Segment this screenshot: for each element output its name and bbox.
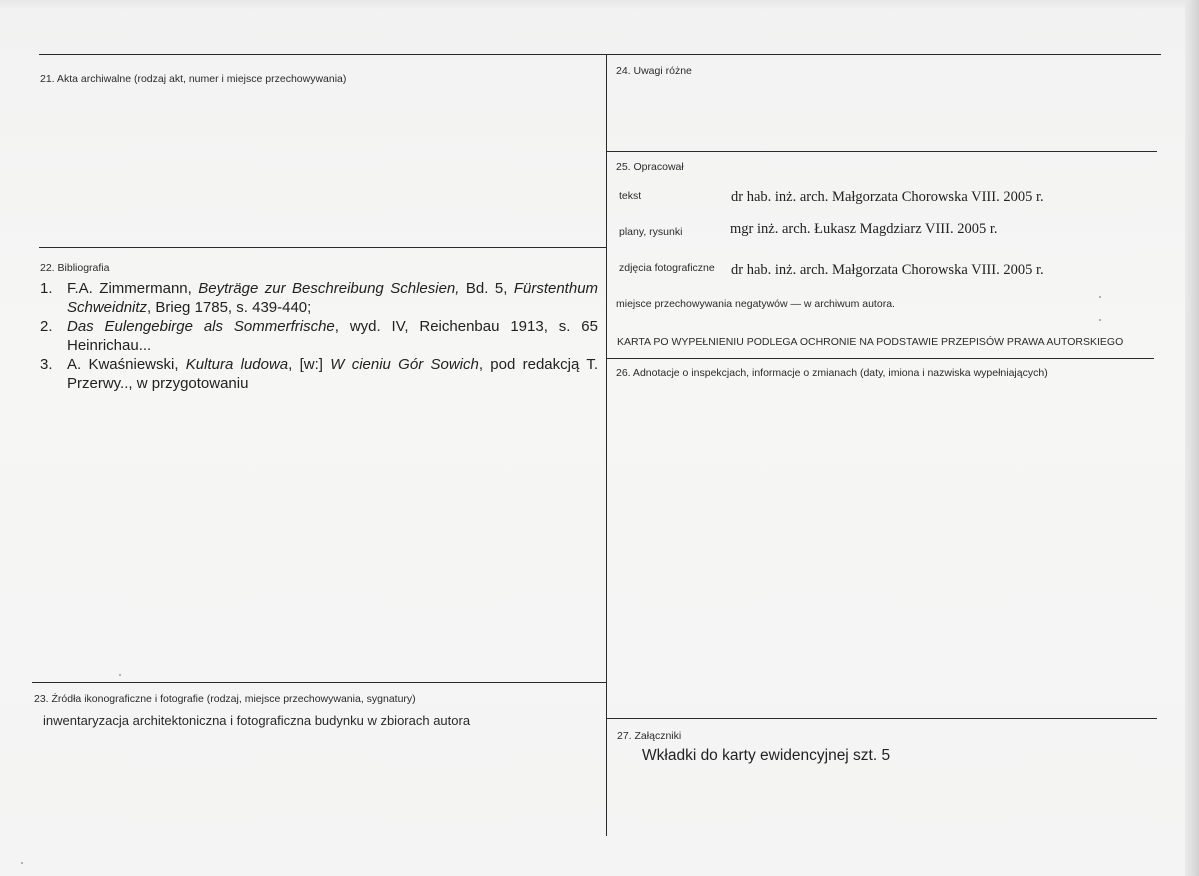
bibliography-item-text (67, 356, 598, 393)
bibliography-text-part: F.A. Zimmermann, (67, 280, 199, 297)
section-25-label: 25. Opracował (616, 161, 684, 173)
section-23-label: 23. Źródła ikonograficzne i fotografie (rodzaj, miejsce przechowywania, sygnatury) (34, 693, 416, 705)
rule-22-23 (32, 682, 606, 683)
rule-26-27 (606, 718, 1157, 719)
bibliography-item (40, 280, 598, 317)
bibliography-text-part: , Brieg 1785, s. 439-440; (147, 298, 312, 316)
bibliography-item-number: 1. (40, 280, 53, 297)
author-row-drawings-value: mgr inż. arch. Łukasz Magdziarz VIII. 2005 r. (730, 221, 998, 237)
section-22-label: 22. Bibliografia (40, 262, 110, 274)
section-27-value: Wkładki do karty ewidencyjnej szt. 5 (642, 747, 891, 764)
author-row-drawings-label: plany, rysunki (619, 226, 683, 238)
dust-speck (119, 674, 121, 676)
author-row-text-value: dr hab. inż. arch. Małgorzata Chorowska VIII. 2005 r. (731, 189, 1044, 205)
dust-speck (21, 862, 23, 864)
rule-25-26 (606, 358, 1154, 359)
bibliography-title-part: Fürstenthum Schweidnitz (67, 280, 599, 316)
bibliography-item (40, 356, 598, 393)
author-row-photos-value: dr hab. inż. arch. Małgorzata Chorowska VIII. 2005 r. (731, 262, 1044, 278)
bibliography-item (40, 318, 598, 355)
bibliography-text-part: , wyd. IV, Reichenbau 1913, s. 65 Heinrichau... (67, 318, 598, 354)
author-row-photos-label: zdjęcia fotograficzne (619, 262, 715, 274)
bibliography-item-text (67, 318, 598, 355)
rule-24-25 (606, 151, 1157, 152)
copyright-notice: KARTA PO WYPEŁNIENIU PODLEGA OCHRONIE NA PODSTAWIE PRZEPISÓW PRAWA AUTORSKIEGO (617, 336, 1124, 348)
bibliography-title-part: W cieniu Gór Sowich (330, 356, 479, 373)
bibliography-title-part: Das Eulengebirge als Sommerfrische (67, 318, 335, 335)
top-shadow (0, 0, 1199, 10)
bibliography-list (40, 280, 598, 394)
bibliography-text-part: A. Kwaśniewski, (67, 356, 186, 373)
section-27-label: 27. Załączniki (617, 730, 682, 742)
author-row-text-label: tekst (619, 190, 642, 202)
top-rule (39, 54, 1161, 55)
negatives-storage-note: miejsce przechowywania negatywów — w archiwum autora. (616, 298, 895, 310)
section-23-value: inwentaryzacja architektoniczna i fotograficzna budynku w zbiorach autora (43, 713, 471, 728)
bibliography-title-part: Beyträge zur Beschreibung Schlesien, (198, 280, 460, 297)
section-21-label: 21. Akta archiwalne (rodzaj akt, numer i miejsce przechowywania) (40, 73, 347, 85)
bibliography-text-part: , pod redakcją T. Przerwy.., w przygotowaniu (67, 356, 599, 392)
bibliography-item-text (67, 280, 598, 317)
card-edge (1185, 0, 1199, 876)
bibliography-text-part: Bd. 5, (459, 280, 514, 297)
bibliography-text-part: , [w:] (288, 356, 331, 373)
bibliography-item-number: 2. (40, 318, 53, 335)
bibliography-title-part: Kultura ludowa (185, 356, 289, 373)
dust-speck (1099, 296, 1101, 298)
section-26-label: 26. Adnotacje o inspekcjach, informacje o zmianach (daty, imiona i nazwiska wypełniających) (616, 367, 1048, 379)
bibliography-item-number: 3. (40, 356, 53, 373)
dust-speck (1099, 319, 1101, 321)
rule-21-22 (39, 247, 606, 248)
section-24-label: 24. Uwagi różne (616, 65, 692, 77)
